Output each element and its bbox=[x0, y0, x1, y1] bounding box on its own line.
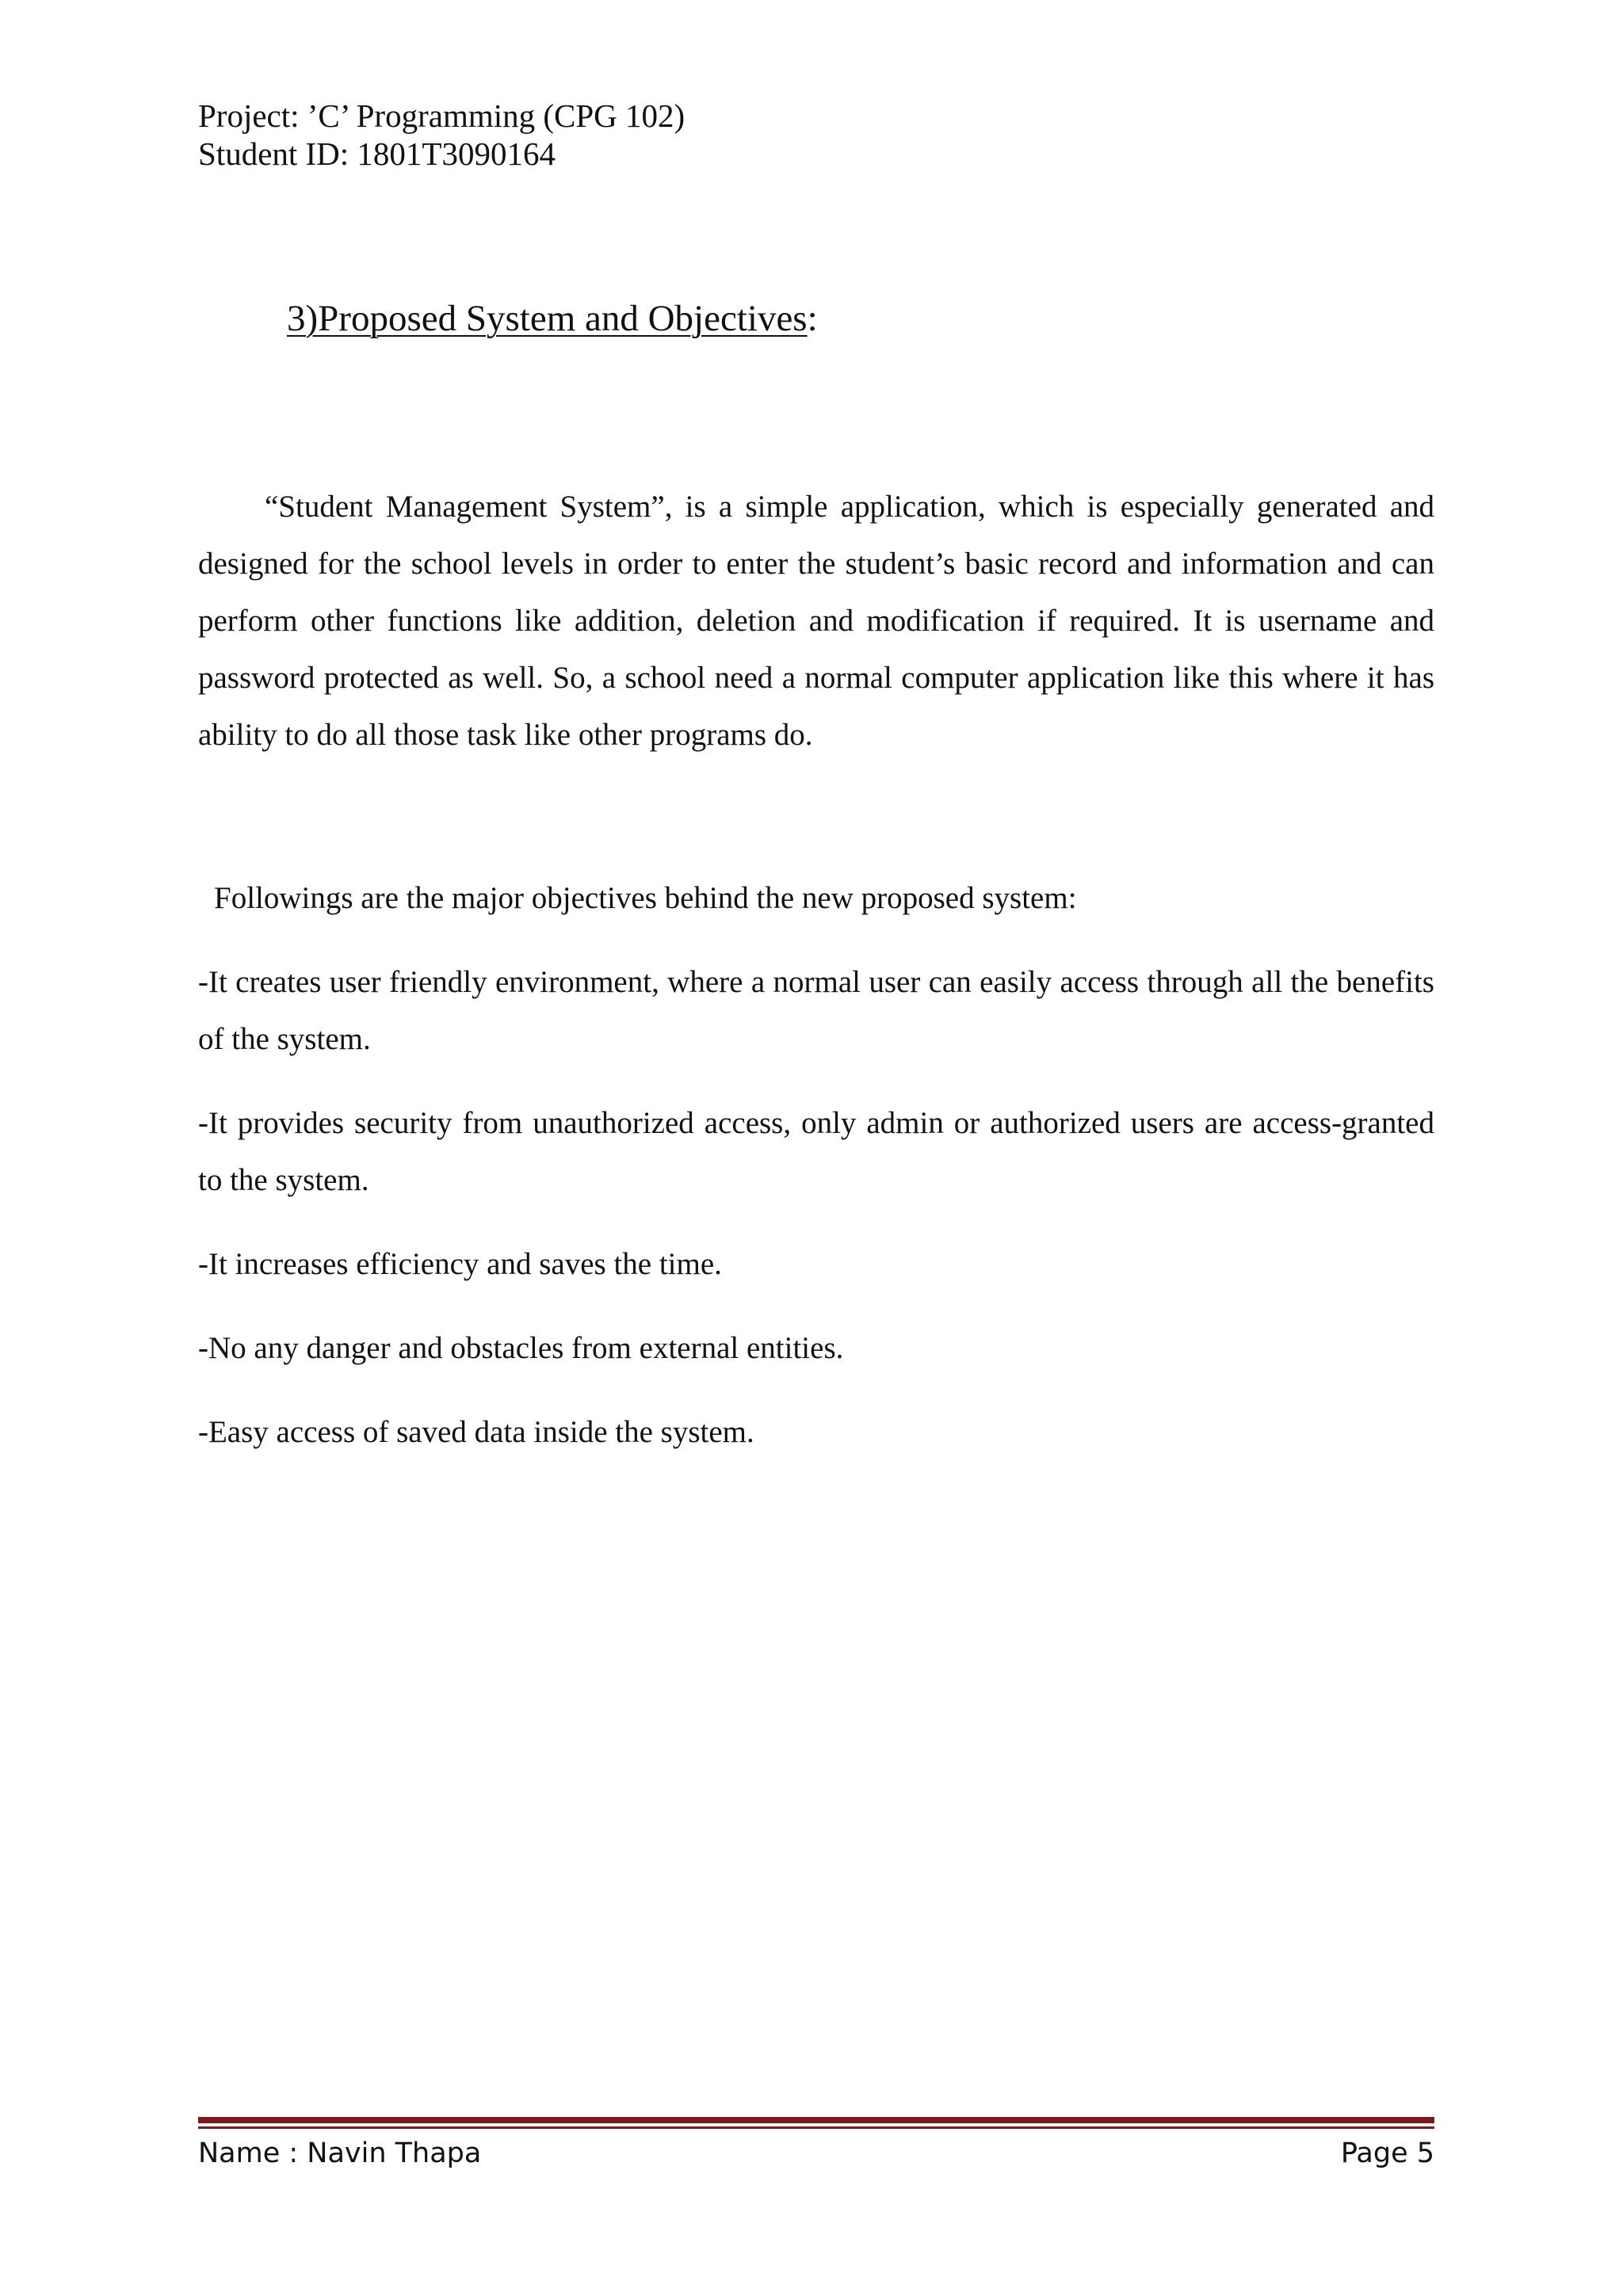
objectives-list bbox=[198, 954, 1434, 1488]
objectives-lead: Followings are the major objectives behind the new proposed system: bbox=[214, 881, 1077, 915]
objective-item: -It provides security from unauthorized access, only admin or authorized users are access-granted to the system. bbox=[198, 1106, 1434, 1197]
section-heading-text: 3)Proposed System and Objectives bbox=[287, 298, 808, 339]
student-id-line: Student ID: 1801T3090164 bbox=[198, 135, 556, 172]
objective-item: -No any danger and obstacles from external entities. bbox=[198, 1331, 844, 1365]
footer-rule-thin bbox=[198, 2126, 1434, 2129]
page-header bbox=[198, 97, 685, 173]
objective-item: -It creates user friendly environment, where a normal user can easily access through all the benefits of the system. bbox=[198, 965, 1434, 1056]
objective-item: -Easy access of saved data inside the system. bbox=[198, 1415, 754, 1449]
footer-rule-thick bbox=[198, 2117, 1434, 2123]
intro-paragraph: “Student Management System”, is a simple application, which is especially generated and designed for the school levels in order to enter the student’s basic record and information and can perform other functions like addition, deletion and modification if required. It is username and password protected as well. So, a school need a normal computer application like this where it has ability to do all those task like other programs do. bbox=[198, 490, 1434, 752]
project-line: Project: ’C’ Programming (CPG 102) bbox=[198, 97, 685, 134]
objective-item: -It increases efficiency and saves the time. bbox=[198, 1247, 722, 1281]
section-heading bbox=[287, 295, 818, 342]
section-heading-colon: : bbox=[807, 298, 818, 339]
author-name: Name : Navin Thapa bbox=[198, 2138, 482, 2169]
page-number: Page 5 bbox=[1340, 2138, 1434, 2169]
page-footer bbox=[198, 2136, 1434, 2171]
